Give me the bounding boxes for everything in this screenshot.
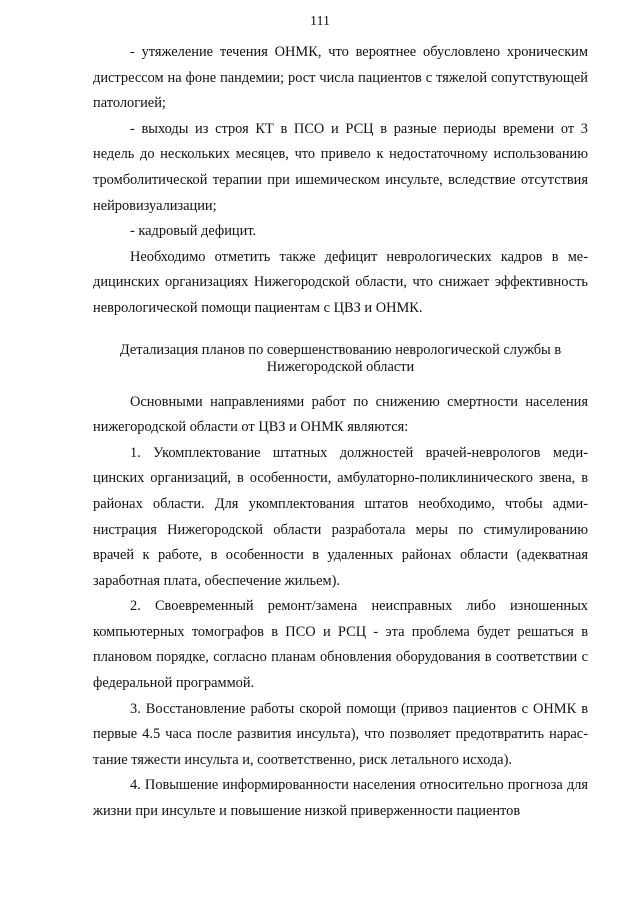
document-body [93,40,588,825]
section-heading-line: Нижегородской области [266,358,415,375]
section-heading-line: Детализация планов по совершенствованию неврологической службы в [119,341,562,358]
section-heading [93,342,588,376]
page-number: 111 [310,14,330,29]
paragraph: 4. Повышение информированности населения относительно прогноза для жизни при инсульте и повышение низкой приверженности пациентов [93,777,588,820]
paragraph: - кадровый дефицит. [130,223,257,240]
paragraph: 3. Восстановление работы скорой помощи (привоз пациентов с ОНМК в первые 4.5 часа после развития инсульта), что позволяет предотвратить нарастание тяжести инсульта и, соответственно, риск летального исхода). [93,700,588,768]
paragraph: 1. Укомплектование штатных должностей врачей-неврологов медицинских организаций, в особенности, амбулаторно-поликлинического звена, в районах области. Для укомплектования штатов необходимо, чтобы администрация Нижегородской области разработала меры по стимулированию врачей к работе, в особенности в удаленных районах области (адекватная заработная плата, обеспечение жильем). [93,444,588,589]
paragraph: Основными направлениями работ по снижению смертности населения нижегородской области от ЦВЗ и ОНМК являются: [93,393,588,436]
paragraph: 2. Своевременный ремонт/замена неисправных либо изношенных компьютерных томографов в ПСО и РСЦ - эта проблема будет решаться в плановом порядке, согласно планам обновления оборудования в соответствии с федеральной программой. [93,598,588,692]
paragraph: Необходимо отметить также дефицит неврологических кадров в медицинских организациях Нижегородской области, что снижает эффективность неврологической помощи пациентам с ЦВЗ и ОНМК. [93,248,588,316]
paragraph: - утяжеление течения ОНМК, что вероятнее обусловлено хроническим дистрессом на фоне пандемии; рост числа пациентов с тяжелой сопутствующей патологией; [93,44,588,112]
paragraph: - выходы из строя КТ в ПСО и РСЦ в разные периоды времени от 3 недель до нескольких месяцев, что привело к недостаточному использованию тромболитической терапии при ишемическом инсульте, вследствие отсутствия нейровизуализации; [93,120,588,214]
